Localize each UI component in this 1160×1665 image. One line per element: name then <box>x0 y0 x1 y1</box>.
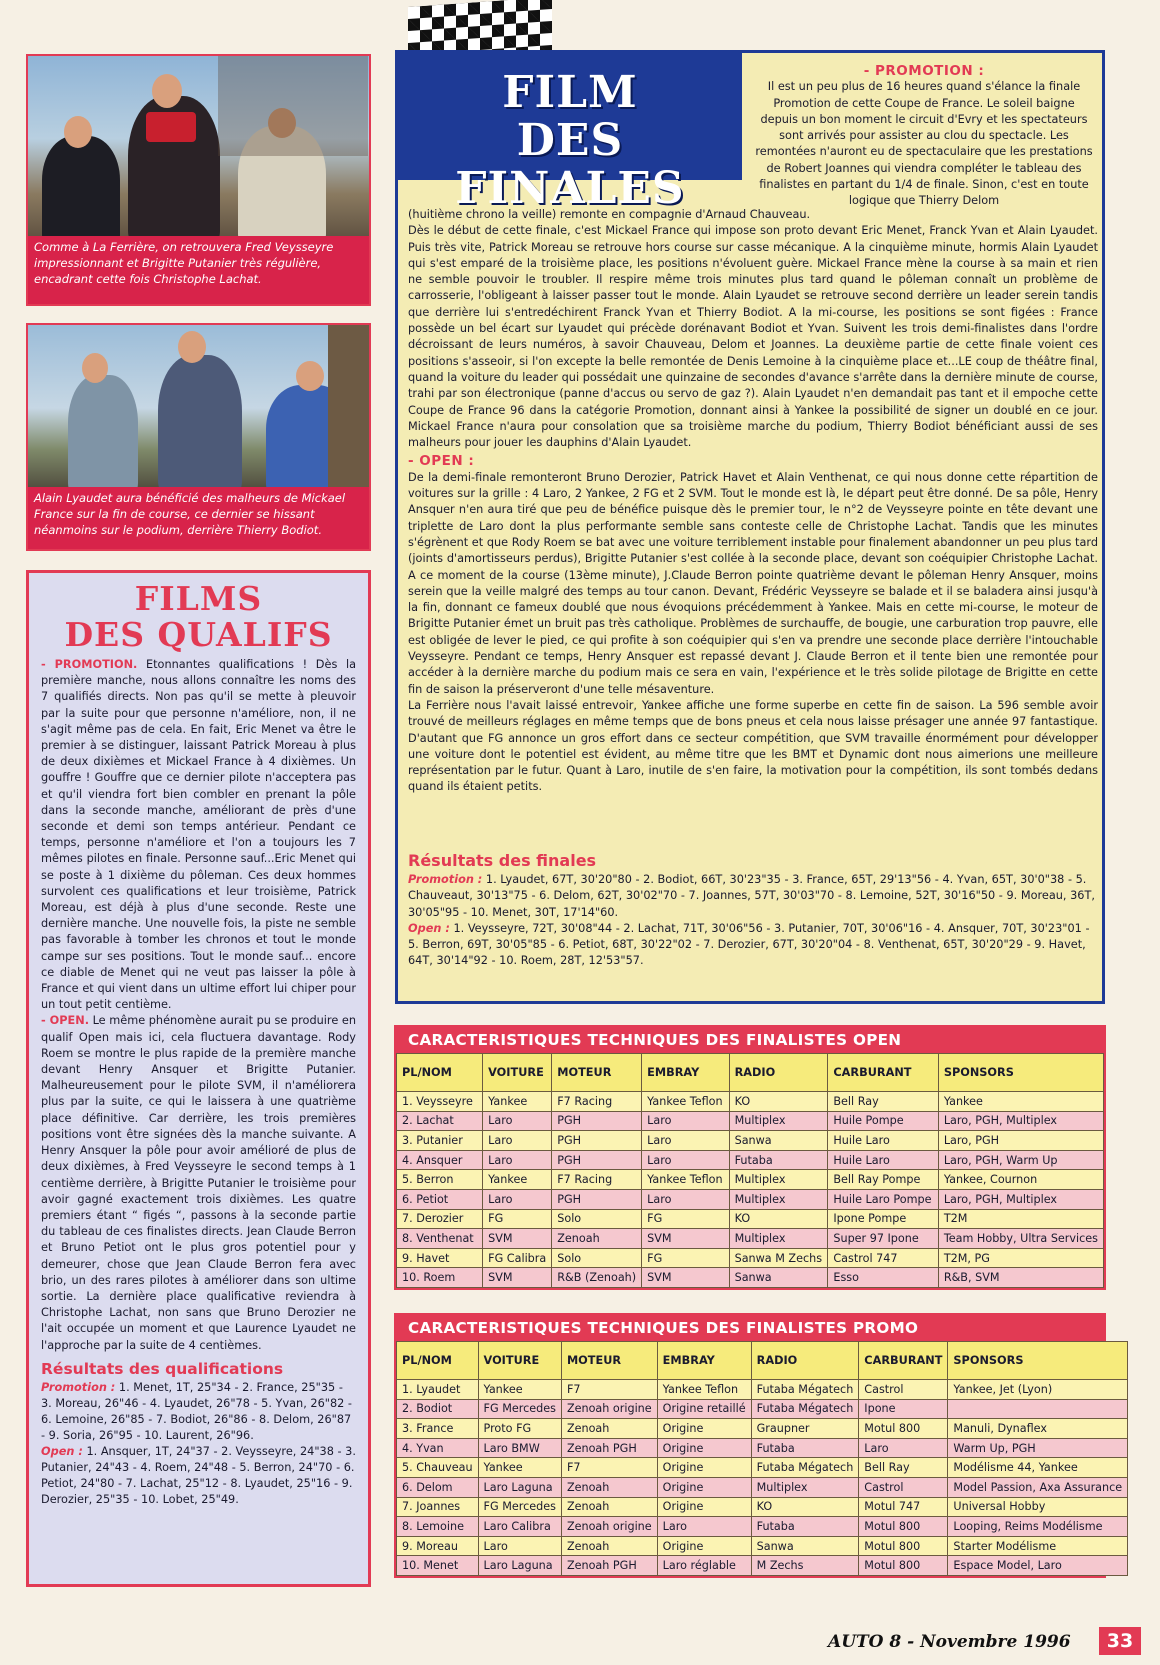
table-cell: Zenoah <box>561 1536 657 1556</box>
table-cell: Futaba Mégatech <box>751 1399 859 1419</box>
table-cell: F7 <box>561 1458 657 1478</box>
open-table-title: CARACTERISTIQUES TECHNIQUES DES FINALISTES OPEN <box>396 1027 1104 1053</box>
table-cell: Manuli, Dynaflex <box>948 1419 1128 1439</box>
table-cell: 6. Petiot <box>397 1189 483 1209</box>
table-cell: Proto FG <box>478 1419 561 1439</box>
table-cell: Ipone <box>859 1399 948 1419</box>
table-cell: Solo <box>552 1248 642 1268</box>
table-cell: Starter Modélisme <box>948 1536 1128 1556</box>
table-cell: Motul 800 <box>859 1517 948 1537</box>
qualifs-open-paragraph <box>41 1013 356 1353</box>
open-section-heading: - OPEN : <box>408 453 475 470</box>
table-cell: Sanwa <box>729 1268 828 1288</box>
table-cell: KO <box>729 1209 828 1229</box>
promo-table-body <box>397 1380 1128 1576</box>
table-cell: Huile Laro <box>828 1150 938 1170</box>
table-cell: PGH <box>552 1189 642 1209</box>
qualifs-title-line2: DES QUALIFS <box>64 615 333 654</box>
qualifs-open-results <box>41 1444 356 1508</box>
table-cell: FG <box>642 1248 729 1268</box>
table-cell: Multiplex <box>729 1229 828 1249</box>
table-cell: Modélisme 44, Yankee <box>948 1458 1128 1478</box>
table-cell: Huile Pompe <box>828 1111 938 1131</box>
qualifs-open-lead: - OPEN. <box>41 1014 89 1028</box>
table-cell: Zenoah <box>561 1419 657 1439</box>
table-cell: PGH <box>552 1111 642 1131</box>
finals-open-values: 1. Veysseyre, 72T, 30'08"44 - 2. Lachat, 71T, 30'06"56 - 3. Putanier, 70T, 30'06"16 - 4. Ansquer, 70T, 30'23"01 - 5. Berron, 69T, 30'05"85 - 6. Petiot, 68T, 30'22"02 - 7. Derozier, 67T, 30'20"04 - 8. Venthenat, 65T, 30'20"29 - 9. Havet, 64T, 30'14"92 - 10. Roem, 28T, 12'53"57. <box>408 921 1090 968</box>
table-cell: Zenoah origine <box>561 1517 657 1537</box>
table-cell: SVM <box>483 1229 552 1249</box>
table-cell: 7. Joannes <box>397 1497 479 1517</box>
table-row <box>397 1092 1104 1112</box>
finales-title <box>398 53 742 213</box>
promo-section-heading: - PROMOTION : <box>863 63 985 79</box>
table-cell: Origine retaillé <box>657 1399 751 1419</box>
table-cell: F7 Racing <box>552 1092 642 1112</box>
table-cell: Model Passion, Axa Assurance <box>948 1477 1128 1497</box>
table-cell: Motul 800 <box>859 1556 948 1576</box>
table-cell: Laro Laguna <box>478 1477 561 1497</box>
table-cell: Laro BMW <box>478 1438 561 1458</box>
table-cell: Multiplex <box>729 1111 828 1131</box>
col-header-carburant: CARBURANT <box>828 1054 938 1092</box>
finals-open-results <box>408 921 1098 970</box>
col-header-moteur: MOTEUR <box>561 1342 657 1380</box>
col-header-moteur: MOTEUR <box>552 1054 642 1092</box>
qualifs-promo-paragraph <box>41 657 356 1013</box>
table-cell: PGH <box>552 1150 642 1170</box>
table-cell: Laro <box>642 1189 729 1209</box>
table-cell: Yankee <box>478 1458 561 1478</box>
table-cell: Yankee <box>938 1092 1103 1112</box>
table-row <box>397 1111 1104 1131</box>
table-cell: Bell Ray Pompe <box>828 1170 938 1190</box>
table-cell: Laro <box>483 1131 552 1151</box>
qualifs-open-values: 1. Ansquer, 1T, 24"37 - 2. Veysseyre, 24"38 - 3. Putanier, 24"43 - 4. Roem, 24"48 - 5. Berron, 24"70 - 6. Petiot, 24"80 - 7. Lachat, 25"12 - 8. Lyaudet, 25"16 - 9. Derozier, 25"35 - 10. Lobet, 25"49. <box>41 1444 356 1506</box>
table-cell: Yankee Teflon <box>642 1170 729 1190</box>
table-cell: Laro <box>483 1150 552 1170</box>
col-header-carburant: CARBURANT <box>859 1342 948 1380</box>
open-paragraph-2: La Ferrière nous l'avait laissé entrevoir, Yankee affiche une forme superbe en cette fin de saison. La 596 semble avoir trouvé de meilleurs réglages en même temps que de bons pneus et cela nous laisse présager une année 97 fantastique. D'autant que FG annonce un gros effort dans ce secteur compétition, que SVM travaille énormément pour développer une voiture dont le potentiel est évident, au même titre que les BMT et Dynamic dont nous aimerions une meilleure représentation par le futur. Quant à Laro, inutile de s'en faire, la motivation pour la compétition, ils sont tombés dedans quand ils étaient petits. <box>408 698 1098 794</box>
table-cell: Castrol <box>859 1380 948 1400</box>
table-header-row <box>397 1342 1128 1380</box>
promo-intro-text: Il est un peu plus de 16 heures quand s'élance la finale Promotion de cette Coupe de France. Le soleil baigne depuis un bon moment le circuit d'Evry et les spectateurs sont arrivés pour assister au clou du spectacle. Les remontées n'auront eu de spectaculaire que les prestations de Robert Joannes qui viendra compléter le tableau des finalistes en partant du 1/4 de finale. Sinon, c'est en toute logique que Thierry Delom <box>755 80 1093 208</box>
table-cell: T2M <box>938 1209 1103 1229</box>
finals-promo-values: 1. Lyaudet, 67T, 30'20"80 - 2. Bodiot, 66T, 30'23"35 - 3. France, 65T, 29'13"56 - 4. Yvan, 65T, 30'0"38 - 5. Chauveaut, 30'13"75 - 6. Delom, 62T, 30'02"70 - 7. Joannes, 57T, 30'03"70 - 8. Lemoine, 52T, 30'16"50 - 9. Moreau, 36T, 30'05"95 - 10. Menet, 30T, 17'14"60. <box>408 873 1095 919</box>
table-row <box>397 1536 1128 1556</box>
open-table-grid <box>396 1053 1104 1288</box>
promo-intro-block <box>754 63 1094 210</box>
table-cell: Multiplex <box>729 1170 828 1190</box>
table-cell: Ipone Pompe <box>828 1209 938 1229</box>
table-row <box>397 1517 1128 1537</box>
table-cell: Yankee, Cournon <box>938 1170 1103 1190</box>
finales-title-line1: FILM <box>502 67 638 118</box>
table-row <box>397 1458 1128 1478</box>
table-cell: 6. Delom <box>397 1477 479 1497</box>
table-cell: F7 Racing <box>552 1170 642 1190</box>
table-cell: Bell Ray <box>828 1092 938 1112</box>
qualifs-title <box>41 581 356 653</box>
table-cell: Laro <box>642 1150 729 1170</box>
finales-title-line2: DES FINALES <box>455 115 685 214</box>
col-header-voiture: VOITURE <box>478 1342 561 1380</box>
photo-caption: Alain Lyaudet aura bénéficié des malheurs de Mickael France sur la fin de course, ce dernier se hissant néanmoins sur le podium, derrière Thierry Bodiot. <box>28 487 369 549</box>
table-cell: KO <box>751 1497 859 1517</box>
table-cell: Castrol <box>859 1477 948 1497</box>
table-cell: Futaba Mégatech <box>751 1458 859 1478</box>
col-header-embray: EMBRAY <box>642 1054 729 1092</box>
finals-promo-results <box>408 872 1098 921</box>
table-cell: Universal Hobby <box>948 1497 1128 1517</box>
photo-podium-promo <box>26 323 371 551</box>
col-header-embray: EMBRAY <box>657 1342 751 1380</box>
finales-body <box>408 207 1098 796</box>
table-cell: 4. Ansquer <box>397 1150 483 1170</box>
table-cell: FG <box>642 1209 729 1229</box>
table-cell: Castrol 747 <box>828 1248 938 1268</box>
qualifs-promo-results <box>41 1380 356 1444</box>
col-header-radio: RADIO <box>729 1054 828 1092</box>
table-cell: 3. France <box>397 1419 479 1439</box>
table-cell: 1. Veysseyre <box>397 1092 483 1112</box>
table-row <box>397 1248 1104 1268</box>
table-cell: Zenoah PGH <box>561 1438 657 1458</box>
col-header-radio: RADIO <box>751 1342 859 1380</box>
table-cell: M Zechs <box>751 1556 859 1576</box>
qualifs-open-label: Open : <box>41 1444 83 1458</box>
table-row <box>397 1131 1104 1151</box>
table-row <box>397 1556 1128 1576</box>
table-cell <box>948 1399 1128 1419</box>
table-cell: Looping, Reims Modélisme <box>948 1517 1128 1537</box>
table-cell: Sanwa <box>729 1131 828 1151</box>
table-cell: Origine <box>657 1536 751 1556</box>
table-cell: Solo <box>552 1209 642 1229</box>
open-specs-table <box>394 1025 1106 1290</box>
qualifs-title-line1: FILMS <box>134 579 263 618</box>
table-cell: 8. Lemoine <box>397 1517 479 1537</box>
promo-paragraph-1: (huitième chrono la veille) remonte en compagnie d'Arnaud Chauveau. <box>408 208 811 221</box>
qualifs-promo-lead: - PROMOTION. <box>41 658 138 671</box>
promo-table-grid <box>396 1341 1128 1576</box>
table-row <box>397 1438 1128 1458</box>
table-cell: Laro <box>483 1189 552 1209</box>
table-cell: Zenoah origine <box>561 1399 657 1419</box>
table-row <box>397 1399 1128 1419</box>
table-cell: Laro <box>657 1517 751 1537</box>
table-cell: Origine <box>657 1419 751 1439</box>
table-cell: FG Mercedes <box>478 1399 561 1419</box>
table-cell: Zenoah PGH <box>561 1556 657 1576</box>
table-cell: FG Calibra <box>483 1248 552 1268</box>
table-cell: Origine <box>657 1497 751 1517</box>
table-cell: Laro, PGH, Multiplex <box>938 1189 1103 1209</box>
table-cell: Espace Model, Laro <box>948 1556 1128 1576</box>
table-cell: Laro, PGH, Multiplex <box>938 1111 1103 1131</box>
table-row <box>397 1209 1104 1229</box>
table-cell: Motul 800 <box>859 1536 948 1556</box>
qualifs-open-text: Le même phénomène aurait pu se produire en qualif Open mais ici, cela fluctuera davantage. Rody Roem se montre le plus rapide de la première manche devant Henry Ansquer et Brigitte Putanier. Malheureusement pour le pilote SVM, il n'améliorera plus par la suite, ce qui le laissera à une quatrième place définitive. Car derrière, les trois premières positions vont être signées dès la manche suivante. A Henry Ansquer la pôle pour avoir amélioré de plus de deux dixièmes, à Fred Veysseyre le second temps à 1 centième derrière, à Brigitte Putanier le troisième pour avoir gagné exactement trois dixièmes. Les quatre premiers étant “ figés “, passons à la seconde partie du tableau de ces finalistes directs. Jean Claude Berron et Bruno Petiot ont le plus gros potentiel pour y demeurer, chose que Jean Claude Berron fera avec brio, un des rares pilotes à améliorer dans son ultime sortie. La dernière place qualificative reviendra à Christophe Lachat, non sans que Bruno Derozier ne l'ait occupée un moment et que Laurence Lyaudet ne l'approche par la suite de 4 centièmes. <box>41 1014 356 1352</box>
table-cell: R&B (Zenoah) <box>552 1268 642 1288</box>
table-cell: Motul 800 <box>859 1419 948 1439</box>
photo-caption: Comme à La Ferrière, on retrouvera Fred Veysseyre impressionnant et Brigitte Putanier très régulière, encadrant cette fois Christophe Lachat. <box>28 236 369 304</box>
table-cell: Yankee Teflon <box>642 1092 729 1112</box>
table-cell: 5. Berron <box>397 1170 483 1190</box>
col-header-voiture: VOITURE <box>483 1054 552 1092</box>
table-row <box>397 1268 1104 1288</box>
table-cell: Yankee <box>483 1092 552 1112</box>
table-header-row <box>397 1054 1104 1092</box>
table-cell: Laro <box>642 1131 729 1151</box>
table-cell: KO <box>729 1092 828 1112</box>
table-cell: PGH <box>552 1131 642 1151</box>
table-cell: Laro <box>859 1438 948 1458</box>
col-header-sponsors: SPONSORS <box>948 1342 1128 1380</box>
table-cell: SVM <box>642 1268 729 1288</box>
qualifs-promo-label: Promotion : <box>41 1380 116 1394</box>
qualifs-results-title: Résultats des qualifications <box>41 1359 284 1378</box>
table-cell: FG <box>483 1209 552 1229</box>
table-cell: Yankee <box>478 1380 561 1400</box>
table-cell: Laro, PGH <box>938 1131 1103 1151</box>
col-header-sponsors: SPONSORS <box>938 1054 1103 1092</box>
table-cell: FG Mercedes <box>478 1497 561 1517</box>
podium-photo-image <box>28 325 369 491</box>
table-cell: T2M, PG <box>938 1248 1103 1268</box>
table-row <box>397 1170 1104 1190</box>
table-cell: Laro réglable <box>657 1556 751 1576</box>
table-cell: Origine <box>657 1438 751 1458</box>
table-cell: Sanwa M Zechs <box>729 1248 828 1268</box>
open-table-body <box>397 1092 1104 1288</box>
table-cell: Esso <box>828 1268 938 1288</box>
table-cell: 1. Lyaudet <box>397 1380 479 1400</box>
table-cell: 9. Moreau <box>397 1536 479 1556</box>
table-cell: 4. Yvan <box>397 1438 479 1458</box>
table-cell: Team Hobby, Ultra Services <box>938 1229 1103 1249</box>
table-row <box>397 1419 1128 1439</box>
col-header-pl-nom: PL/NOM <box>397 1342 479 1380</box>
promo-specs-table <box>394 1313 1123 1578</box>
table-cell: 3. Putanier <box>397 1131 483 1151</box>
table-cell: 10. Menet <box>397 1556 479 1576</box>
table-cell: Laro Laguna <box>478 1556 561 1576</box>
table-cell: F7 <box>561 1380 657 1400</box>
col-header-pl-nom: PL/NOM <box>397 1054 483 1092</box>
table-cell: Warm Up, PGH <box>948 1438 1128 1458</box>
qualifs-sidebar <box>26 570 371 1587</box>
table-cell: Laro <box>483 1111 552 1131</box>
table-cell: Zenoah <box>552 1229 642 1249</box>
qualifs-promo-values: 1. Menet, 1T, 25"34 - 2. France, 25"35 - 3. Moreau, 26"46 - 4. Lyaudet, 26"78 - 5. Yvan, 26"82 - 6. Lemoine, 26"85 - 7. Bodiot, 26"86 - 8. Delom, 26"87 - 9. Soria, 26"95 - 10. Laurent, 26"96. <box>41 1380 353 1442</box>
table-cell: 2. Bodiot <box>397 1399 479 1419</box>
table-cell: Zenoah <box>561 1497 657 1517</box>
podium-photo-image <box>28 56 369 240</box>
table-cell: Laro, PGH, Warm Up <box>938 1150 1103 1170</box>
finales-title-box <box>398 53 742 214</box>
table-cell: Huile Laro <box>828 1131 938 1151</box>
finals-results-title: Résultats des finales <box>408 851 597 870</box>
table-cell: Zenoah <box>561 1477 657 1497</box>
table-cell: 7. Derozier <box>397 1209 483 1229</box>
table-row <box>397 1150 1104 1170</box>
table-cell: Yankee Teflon <box>657 1380 751 1400</box>
finals-open-label: Open : <box>408 921 450 935</box>
table-cell: Laro <box>478 1536 561 1556</box>
table-cell: Futaba Mégatech <box>751 1380 859 1400</box>
table-cell: Origine <box>657 1458 751 1478</box>
table-cell: Yankee <box>483 1170 552 1190</box>
promo-paragraph-2: Dès le début de cette finale, c'est Mickael France qui impose son proto devant Eric Menet, Franck Yvan et Alain Lyaudet. Puis très vite, Patrick Moreau se retrouve hors course sur casse mécanique. A la cinquième minute, hormis Alain Lyaudet qui s'est emparé de la troisième place, les positions n'évoluent guère. Mickael France mène la course à sa main et rien ne semble pouvoir le troubler. Il respire même trois minutes plus tard quand le pôleman connaît un problème de carrosserie, l'obligeant à laisser passer tout le monde. Alain Lyaudet se retrouve second derrière un leader serein tandis que derrière lui s'entredéchirent Franck Yvan et Thierry Bodiot. A la mi-course, les positions se sont figées : France possède un bel écart sur Lyaudet qui précède dorénavant Bodiot et Yvan. Suivent les trois demi-finalistes dans l'ordre décroissant de leurs numéros, à savoir Chauveau, Delom et Joannes. La deuxième partie de cette finale voient ces positions s'asseoir, si l'on excepte la belle remontée de Denis Lemoine à la cinquième place et...LE coup de théâtre final, quand la voiture du leader qui possédait une quinzaine de secondes d'avance s'arrête dans la dernière minute de course, trahi par son électronique (panne d'accus ou servo de gaz ?). Alain Lyaudet n'en demandait pas tant et il empoche cette Coupe de France 96 dans la catégorie Promotion, donnant ainsi à Yankee la possibilité de signer un doublé en ce jour. Mickael France n'aura pour consolation que sa troisième marche du podium, Thierry Bodiot bénéficiant aussi de ses malheurs pour jouer les dauphins d'Alain Lyaudet. <box>408 224 1098 450</box>
table-row <box>397 1477 1128 1497</box>
table-cell: 2. Lachat <box>397 1111 483 1131</box>
table-cell: 9. Havet <box>397 1248 483 1268</box>
table-row <box>397 1189 1104 1209</box>
table-row <box>397 1380 1128 1400</box>
table-cell: Futaba <box>729 1150 828 1170</box>
table-cell: Bell Ray <box>859 1458 948 1478</box>
table-cell: Motul 747 <box>859 1497 948 1517</box>
finals-promo-label: Promotion : <box>408 873 483 886</box>
table-cell: Graupner <box>751 1419 859 1439</box>
table-cell: Sanwa <box>751 1536 859 1556</box>
table-cell: 8. Venthenat <box>397 1229 483 1249</box>
open-paragraph-1: De la demi-finale remonteront Bruno Derozier, Patrick Havet et Alain Venthenat, ce qui nous donne cette répartition de voitures sur la grille : 4 Laro, 2 Yankee, 2 FG et 2 SVM. Tout le monde est là, le départ peut être donné. De sa pôle, Henry Ansquer n'en aura tiré que peu de bénéfice puisque dès le premier tour, le n°2 de Veysseyre pointe en tête devant une triplette de Laro dont la plus performante semble sans conteste celle de Christophe Lachat. Tandis que les minutes s'égrènent et que Rody Roem se bat avec une voiture terriblement instable pour finalement abandonner un peu plus tard (joints d'amortisseurs perdus), Brigitte Putanier s'est collée à la seconde place, devant son coéquipier Christophe Lachat. A ce moment de la course (13ème minute), J.Claude Berron pointe quatrième devant le pôleman Henry Ansquer, moins serein que la veille malgré des temps au tour canon. Devant, Frédéric Veysseyre se balade et il se baladera ainsi jusqu'à la fin, donnant ce fameux doublé que nous évoquions précédemment à Yankee. Mais en cette mi-course, le moteur de Brigitte Putanier émet un bruit pas très catholique. Problèmes de surchauffe, de bougie, une carburation trop pauvre, elle est obligée de lever le pied, ce qui profite à son coéquipier qui s'en va prendre une seconde place derrière l'intouchable Veysseyre. Pendant ce temps, Henry Ansquer est repassé devant J. Claude Berron et il tente bien une remontée pour accéder à la dernière marche du podium mais ce sera en vain, l'expérience et le très solide pilotage de Brigitte en cette fin de saison la préserveront d'une telle mésaventure. <box>408 470 1098 696</box>
table-cell: SVM <box>483 1268 552 1288</box>
table-cell: Origine <box>657 1477 751 1497</box>
photo-podium-open <box>26 54 371 306</box>
table-cell: 5. Chauveau <box>397 1458 479 1478</box>
table-cell: Huile Laro Pompe <box>828 1189 938 1209</box>
table-cell: Multiplex <box>729 1189 828 1209</box>
table-cell: Futaba <box>751 1438 859 1458</box>
qualifs-promo-text: Etonnantes qualifications ! Dès la première manche, nous allons connaître les noms des 7 qualifiés directs. Non pas qu'il se mette à pleuvoir par la suite pour que personne n'améliore, non, il ne s'agit même pas de cela. En fait, Eric Menet va être le premier à se distinguer, laissant Patrick Moreau à plus de deux dixièmes et Mickael France à 4 dixièmes. Un gouffre ! Gouffre que ce dernier pilote n'acceptera pas et qu'il viendra fort bien combler en prenant la pôle dans la seconde manche, améliorant de près d'une seconde et demi son temps antérieur. Pendant ce temps, personne n'améliore et l'on a toujours les 7 mêmes pilotes en finale. Personne sauf...Eric Menet qui se poste à 1 dixième du pôleman. Ces deux hommes survolent ces qualifications et leur troisième, Patrick Moreau, est déjà à plus d'une seconde. Reste une dernière manche. Une nouvelle fois, la piste ne semble pas favorable à tomber les chronos et tout le monde campe sur ses positions. Tout le monde sauf... encore ce diable de Menet qui ne veut pas laisser la pôle à France et qui vient dans un ultime effort lui chiper pour un tout petit centième. <box>41 658 357 1012</box>
table-row <box>397 1229 1104 1249</box>
page-number: 33 <box>1099 1627 1141 1655</box>
table-cell: 10. Roem <box>397 1268 483 1288</box>
table-cell: Yankee, Jet (Lyon) <box>948 1380 1128 1400</box>
promo-table-title: CARACTERISTIQUES TECHNIQUES DES FINALISTES PROMO <box>396 1315 1104 1341</box>
table-row <box>397 1497 1128 1517</box>
table-cell: Futaba <box>751 1517 859 1537</box>
table-cell: R&B, SVM <box>938 1268 1103 1288</box>
table-cell: Laro Calibra <box>478 1517 561 1537</box>
table-cell: Multiplex <box>751 1477 859 1497</box>
finals-results <box>408 851 1098 970</box>
finales-article <box>395 50 1105 1004</box>
table-cell: Laro <box>642 1111 729 1131</box>
table-cell: Super 97 Ipone <box>828 1229 938 1249</box>
table-cell: SVM <box>642 1229 729 1249</box>
magazine-footer: AUTO 8 - Novembre 1996 <box>828 1632 1071 1652</box>
